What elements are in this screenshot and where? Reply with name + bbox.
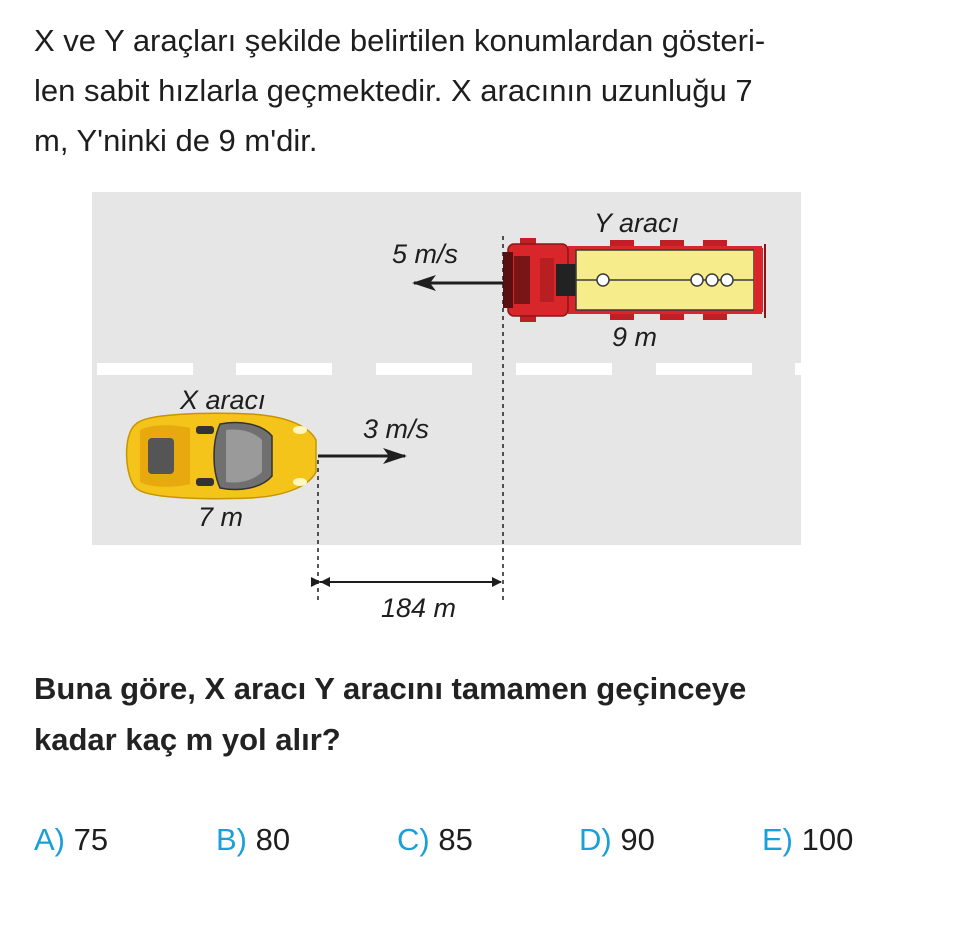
choice-letter: C)	[397, 822, 430, 857]
gap-distance-label: 184 m	[381, 593, 457, 623]
choice-letter: A)	[34, 822, 65, 857]
intro-line-1: X ve Y araçları şekilde belirtilen konumlardan gösteri-	[34, 23, 766, 58]
x-speed-label: 3 m/s	[363, 414, 430, 444]
choice-letter: B)	[216, 822, 247, 857]
x-length-label: 7 m	[198, 502, 244, 532]
question-line-1: Buna göre, X aracı Y aracını tamamen geçinceye	[34, 671, 747, 706]
y-vehicle-label: Y aracı	[594, 208, 680, 238]
choice-c[interactable]	[397, 818, 473, 862]
intro-line-3: m, Y'ninki de 9 m'dir.	[34, 123, 318, 158]
choice-value: 85	[438, 822, 473, 857]
x-vehicle-label: X aracı	[180, 385, 266, 415]
choice-b[interactable]	[216, 818, 290, 862]
choice-d[interactable]	[579, 818, 655, 862]
choice-e[interactable]	[762, 818, 853, 862]
choice-letter: D)	[579, 822, 612, 857]
question-prompt	[34, 663, 914, 765]
intro-line-2: len sabit hızlarla geçmektedir. X aracının uzunluğu 7	[34, 73, 753, 108]
choice-letter: E)	[762, 822, 793, 857]
choice-a[interactable]	[34, 818, 108, 862]
car-x	[127, 413, 316, 498]
y-speed-label: 5 m/s	[392, 239, 459, 269]
choice-value: 80	[255, 822, 291, 857]
choice-value: 75	[73, 822, 109, 857]
choice-value: 90	[620, 822, 655, 857]
y-length-label: 9 m	[612, 322, 658, 352]
choice-value: 100	[801, 822, 854, 857]
question-line-2: kadar kaç m yol alır?	[34, 722, 341, 757]
answer-choices	[34, 818, 914, 862]
truck-y	[503, 238, 765, 322]
